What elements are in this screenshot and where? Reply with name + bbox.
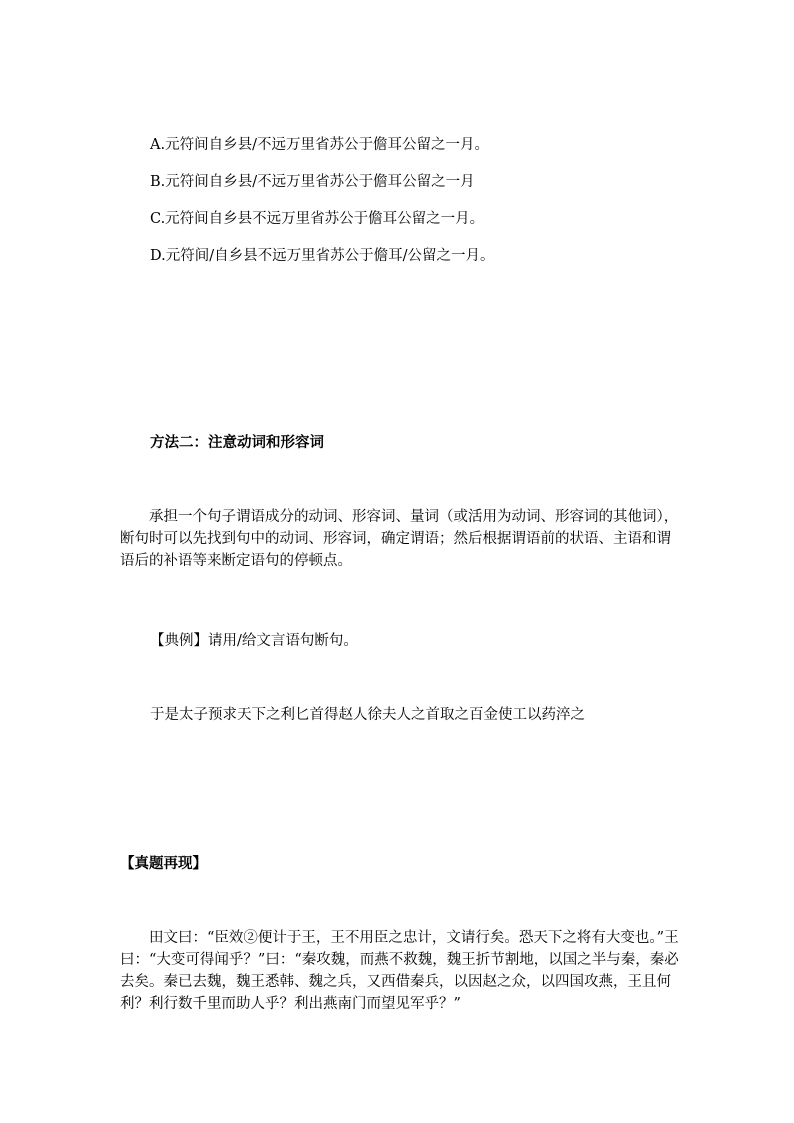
method-paragraph: 承担一个句子谓语成分的动词、形容词、量词（或活用为动词、形容词的其他词），断句时可以先找到句中的动词、形容词，确定谓语；然后根据谓语前的状语、主语和谓语后的补语等来断定语句的停顿点。 (120, 509, 679, 569)
option-c: C.元符间自乡县不远万里省苏公于儋耳公留之一月。 (150, 211, 485, 227)
method-heading: 方法二：注意动词和形容词 (150, 434, 324, 451)
example-text: 于是太子预求天下之利匕首得赵人徐夫人之首取之百金使工以药淬之 (150, 707, 585, 723)
option-a: A.元符间自乡县/不远万里省苏公于儋耳公留之一月。 (150, 137, 489, 153)
option-d: D.元符间/自乡县不远万里省苏公于儋耳/公留之一月。 (150, 248, 495, 264)
section-heading: 【真题再现】 (120, 855, 207, 872)
example-label: 【典例】请用/给文言语句断句。 (150, 633, 358, 649)
option-b: B.元符间自乡县/不远万里省苏公于儋耳公留之一月 (150, 174, 475, 190)
passage-paragraph: 田文曰：“臣效②便计于王，王不用臣之忠计，文请行矣。恐天下之将有大变也。”王曰：“大变可得闻乎？”曰：“秦攻魏，而燕不救魏，魏王折节割地，以国之半与秦，秦必去矣。秦已去魏，魏王悉韩、魏之兵，又西借秦兵，以因赵之众，以四国攻燕，王且何利？利行数千里而助人乎？利出燕南门而望见军乎？” (120, 930, 679, 1012)
